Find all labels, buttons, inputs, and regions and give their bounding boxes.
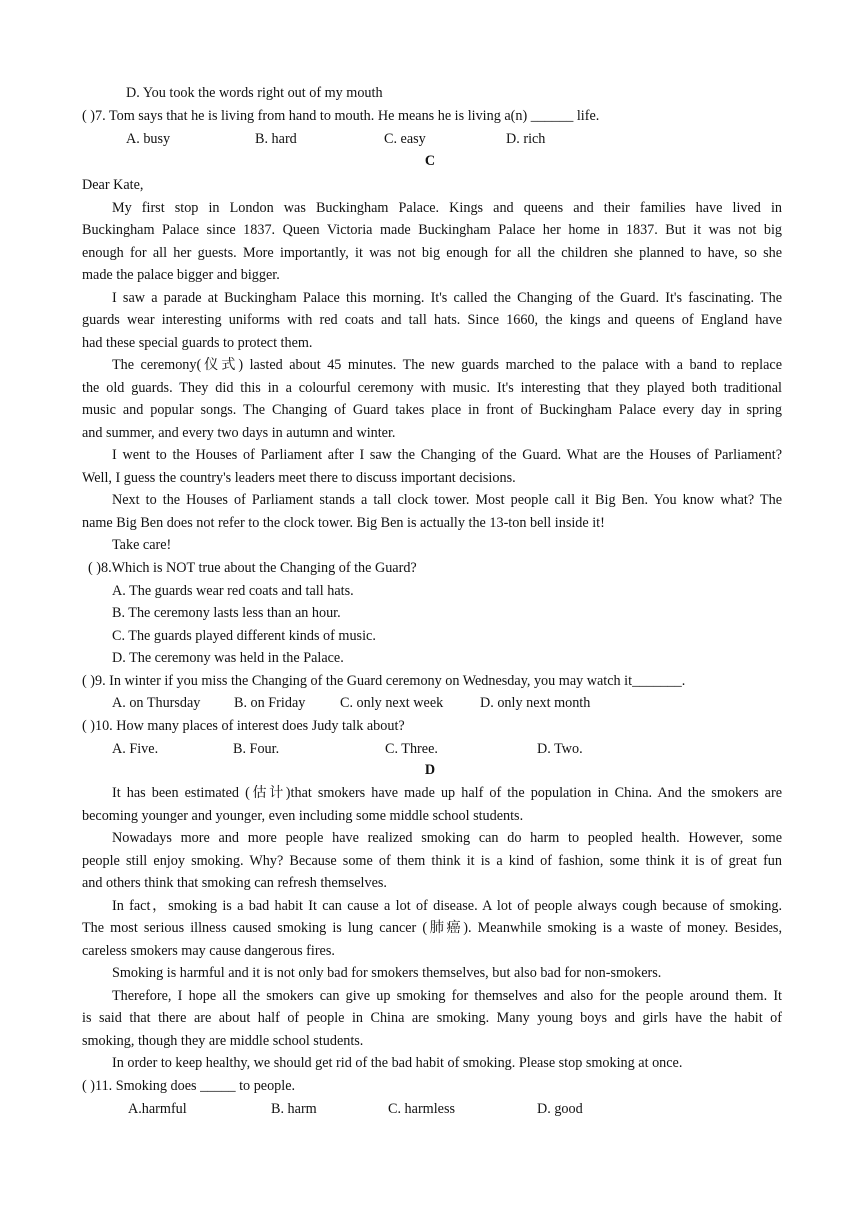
passage-d-line: In order to keep healthy, we should get rid of the bad habit of smoking. Please stop smoking at once. — [112, 1055, 683, 1071]
q8-stem: ( )8.Which is NOT true about the Changing of the Guard? — [88, 560, 417, 576]
q8-option-a: A. The guards wear red coats and tall hats. — [112, 583, 354, 599]
passage-c-line: Next to the Houses of Parliament stands a tall clock tower. Most people call it Big Ben. You know what? The — [112, 492, 782, 508]
q9-option-a: A. on Thursday — [112, 695, 201, 711]
passage-c-line: name Big Ben does not refer to the clock tower. Big Ben is actually the 13-ton bell inside it! — [82, 515, 605, 531]
q7-option-d: D. rich — [506, 131, 546, 147]
q11-option-d: D. good — [537, 1101, 583, 1117]
passage-c-line: music and popular songs. The Changing of Guard takes place in front of Buckingham Palace every day in spring — [82, 402, 782, 418]
passage-c-line: Buckingham Palace since 1837. Queen Victoria made Buckingham Palace her home in 1837. But it was not big — [82, 222, 782, 238]
passage-d-line: people still enjoy smoking. Why? Because some of them think it is a kind of fashion, some think it is of great fun — [82, 853, 782, 869]
q10-stem: ( )10. How many places of interest does Judy talk about? — [82, 718, 405, 734]
q7-stem: ( )7. Tom says that he is living from hand to mouth. He means he is living a(n) ______ life. — [82, 108, 600, 124]
passage-d-line: is said that there are about half of people in China are smoking. Many young boys and girls have the habit of — [82, 1010, 782, 1026]
passage-d-line: smoking, though they are middle school students. — [82, 1033, 364, 1049]
passage-c-line: the old guards. They did this in a colourful ceremony with music. It's interesting that they played both traditional — [82, 380, 782, 396]
passage-d-line: careless smokers may cause dangerous fires. — [82, 943, 335, 959]
passage-d-line: Smoking is harmful and it is not only bad for smokers themselves, but also bad for non-smokers. — [112, 965, 662, 981]
q10-option-b: B. Four. — [233, 741, 280, 757]
passage-d-line: It has been estimated (估计)that smokers have made up half of the population in China. And the smokers are — [112, 785, 782, 801]
q11-option-a: A.harmful — [128, 1101, 187, 1117]
passage-d-line: Therefore, I hope all the smokers can give up smoking for themselves and also for the people around them. It — [112, 988, 782, 1004]
q11-option-c: C. harmless — [388, 1101, 455, 1117]
passage-c-line: I saw a parade at Buckingham Palace this morning. It's called the Changing of the Guard. It's fascinating. The — [112, 290, 782, 306]
q11-option-b: B. harm — [271, 1101, 317, 1117]
letter-salutation: Dear Kate, — [82, 177, 144, 193]
q9-option-c: C. only next week — [340, 695, 444, 711]
q10-option-a: A. Five. — [112, 741, 159, 757]
passage-d-line: and others think that smoking can refresh themselves. — [82, 875, 387, 891]
q10-option-d: D. Two. — [537, 741, 583, 757]
q6-option-d: D. You took the words right out of my mouth — [126, 85, 383, 101]
letter-closing: Take care! — [112, 537, 172, 553]
passage-c-line: and summer, and every two days in autumn and winter. — [82, 425, 396, 441]
passage-c-line: Well, I guess the country's leaders meet there to discuss important decisions. — [82, 470, 516, 486]
q11-stem: ( )11. Smoking does _____ to people. — [82, 1078, 296, 1094]
passage-c-line: My first stop in London was Buckingham Palace. Kings and queens and their families have lived in — [112, 200, 782, 216]
passage-d-line: becoming younger and younger, even including some middle school students. — [82, 808, 524, 824]
section-c-heading: C — [424, 153, 436, 169]
section-d-heading: D — [424, 762, 436, 778]
q9-option-b: B. on Friday — [234, 695, 306, 711]
q7-option-b: B. hard — [255, 131, 297, 147]
passage-c-line: The ceremony(仪式) lasted about 45 minutes. The new guards marched to the palace with a band to replace — [112, 357, 782, 373]
passage-d-line: The most serious illness caused smoking is lung cancer (肺癌). Meanwhile smoking is a waste of money. Besides, — [82, 920, 782, 936]
passage-c-line: had these special guards to protect them. — [82, 335, 313, 351]
passage-d-line: Nowadays more and more people have realized smoking can do harm to peopled health. However, some — [112, 830, 782, 846]
q8-option-d: D. The ceremony was held in the Palace. — [112, 650, 344, 666]
q9-stem: ( )9. In winter if you miss the Changing of the Guard ceremony on Wednesday, you may watch it_______. — [82, 673, 686, 689]
q10-option-c: C. Three. — [385, 741, 438, 757]
q7-option-c: C. easy — [384, 131, 426, 147]
passage-c-line: guards wear interesting uniforms with red coats and tall hats. Since 1660, the kings and queens of England have — [82, 312, 782, 328]
q8-option-b: B. The ceremony lasts less than an hour. — [112, 605, 341, 621]
passage-c-line: enough for all her guests. More importantly, it was not big enough for all the children she planned to have, so she — [82, 245, 782, 261]
passage-d-line: In fact，smoking is a bad habit It can cause a lot of disease. A lot of people always cough because of smoking. — [112, 898, 782, 914]
passage-c-line: made the palace bigger and bigger. — [82, 267, 280, 283]
q9-option-d: D. only next month — [480, 695, 591, 711]
q7-option-a: A. busy — [126, 131, 171, 147]
passage-c-line: I went to the Houses of Parliament after I saw the Changing of the Guard. What are the Houses of Parliament? — [112, 447, 782, 463]
q8-option-c: C. The guards played different kinds of music. — [112, 628, 376, 644]
